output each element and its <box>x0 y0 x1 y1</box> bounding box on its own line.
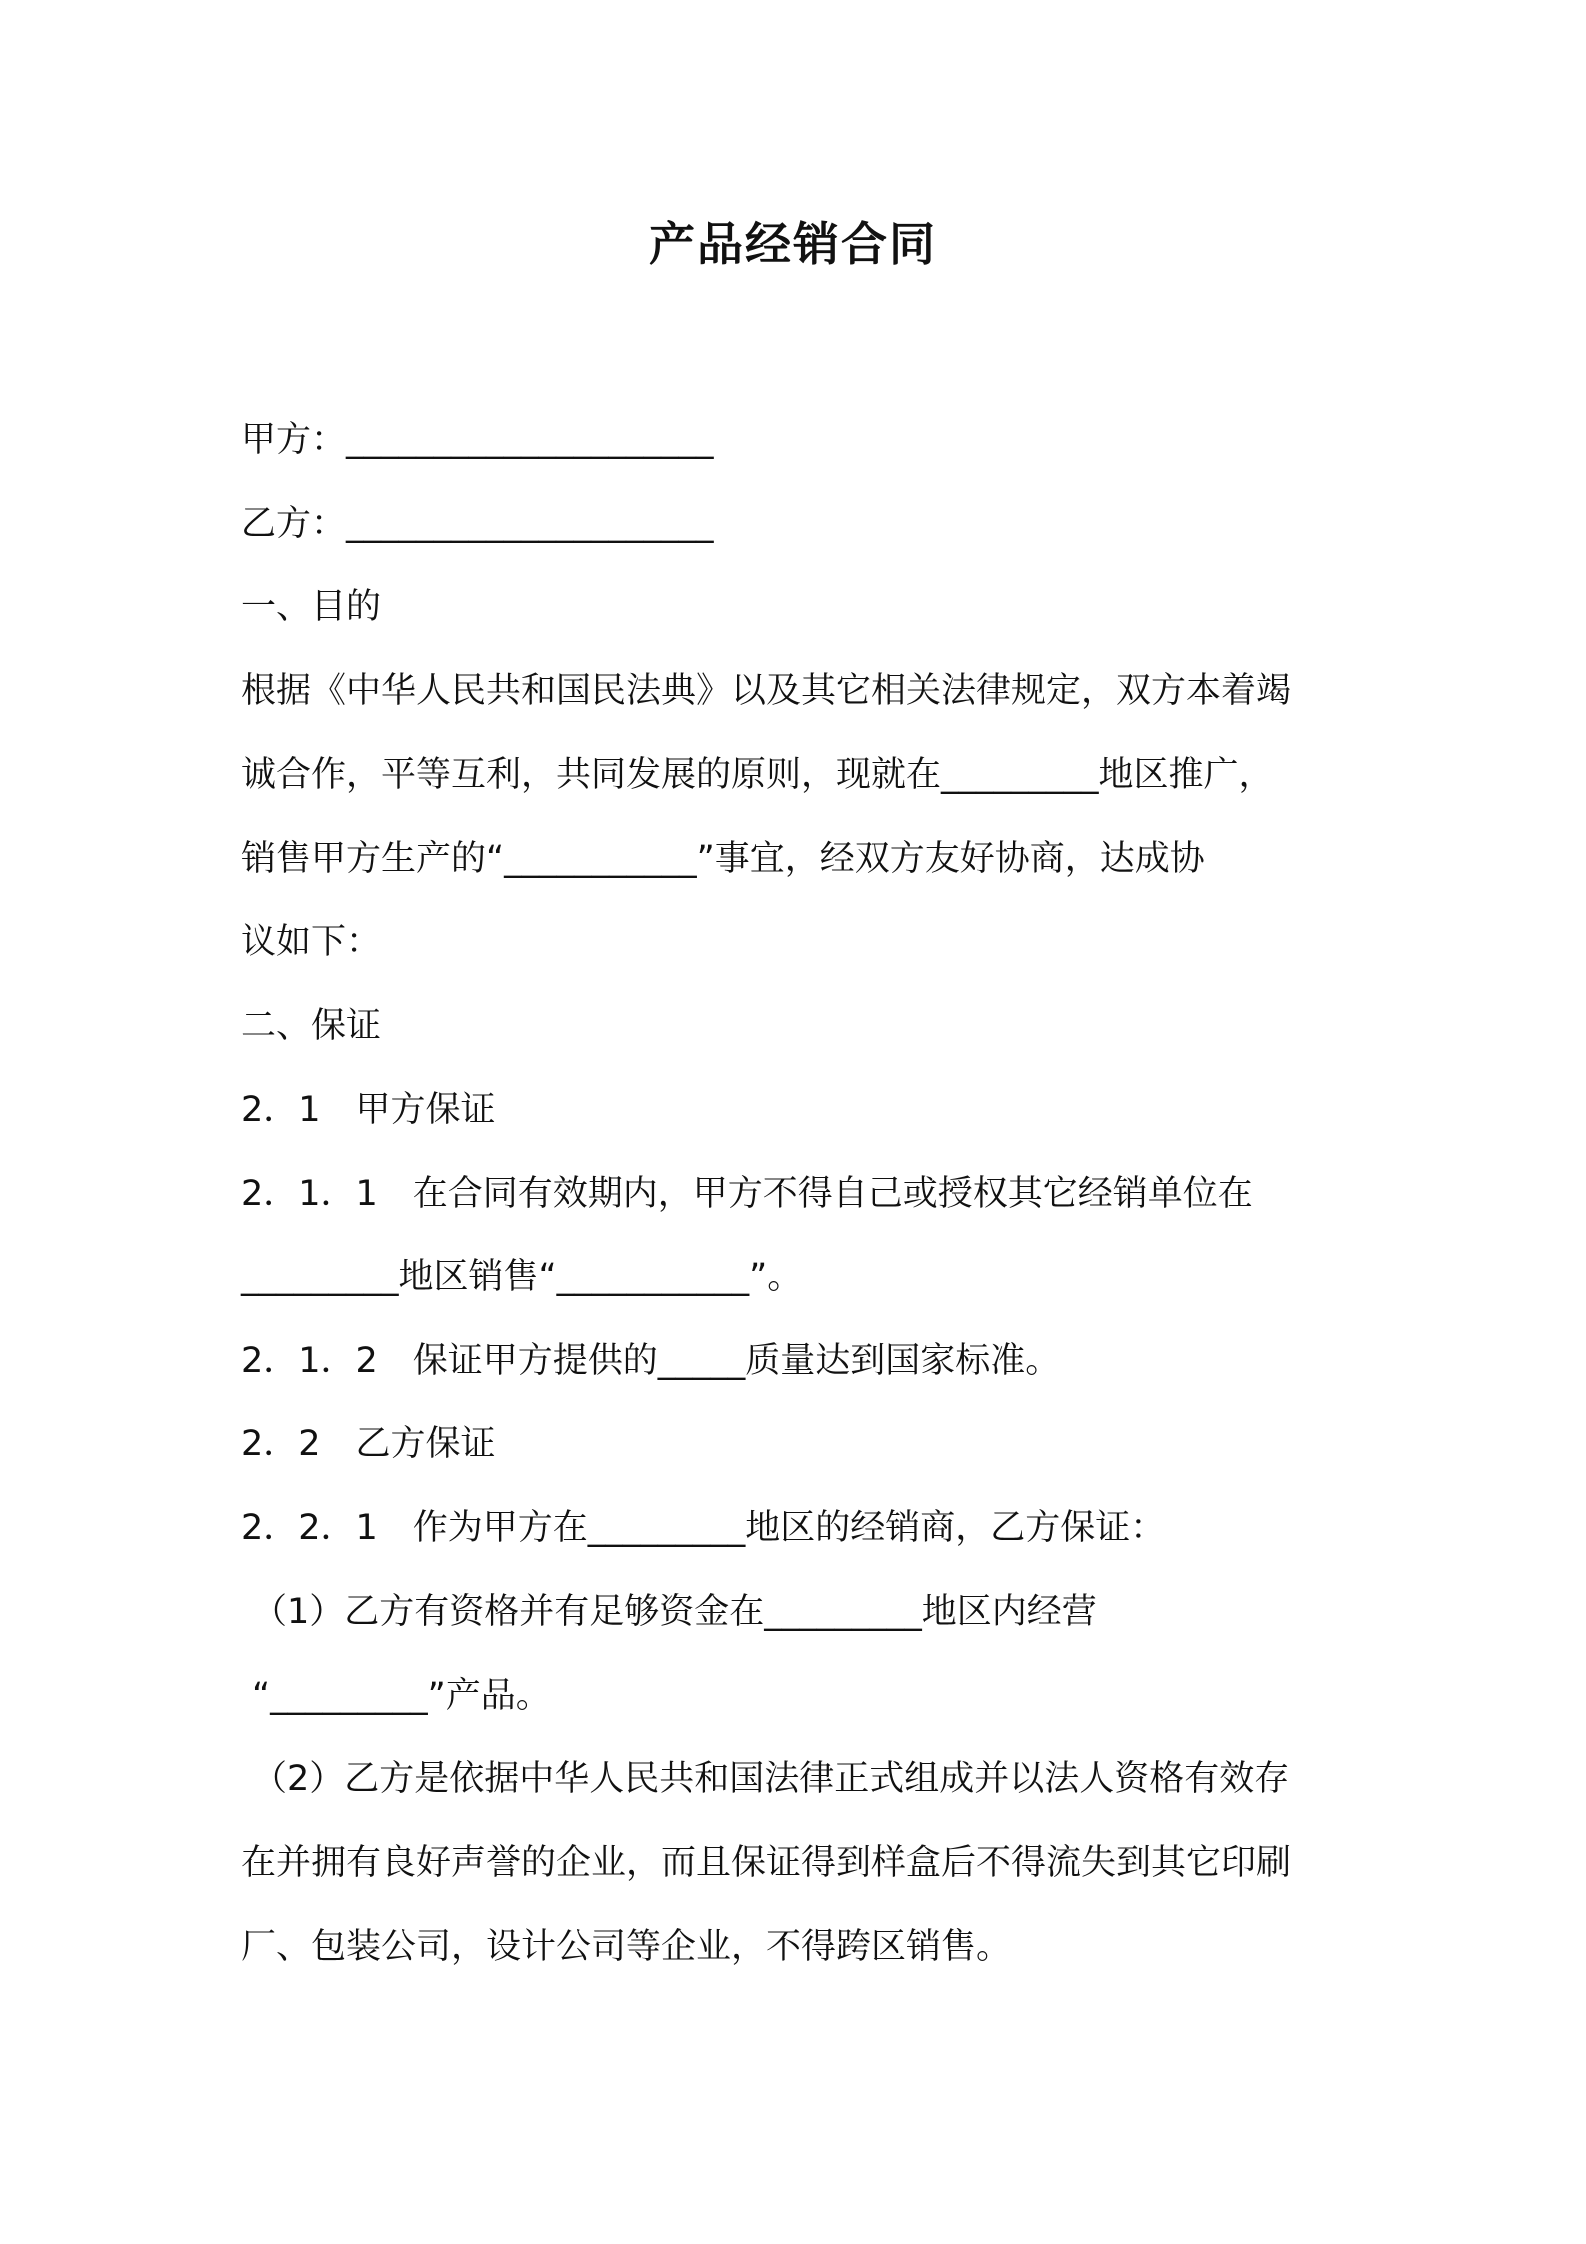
paragraph-line: 在并拥有良好声誉的企业，而且保证得到样盒后不得流失到其它印刷 <box>241 1843 1292 1883</box>
paragraph-line: 议如下： <box>241 922 382 962</box>
list-item-line: “_________”产品。 <box>252 1676 551 1716</box>
clause-line: 2．1．2 保证甲方提供的_____质量达到国家标准。 <box>241 1341 1061 1381</box>
list-item-line: （1）乙方有资格并有足够资金在_________地区内经营 <box>252 1592 1097 1632</box>
section-heading-purpose: 一、目的 <box>241 587 382 627</box>
paragraph-line: 销售甲方生产的“___________”事宜，经双方友好协商，达成协 <box>241 839 1205 879</box>
clause-line: 2．2．1 作为甲方在_________地区的经销商，乙方保证： <box>241 1508 1166 1548</box>
party-a-line: 甲方：_____________________ <box>241 420 714 460</box>
list-item-line: （2）乙方是依据中华人民共和国法律正式组成并以法人资格有效存 <box>252 1759 1290 1799</box>
clause-heading: 2．2 乙方保证 <box>241 1424 496 1464</box>
clause-line: 2．1．1 在合同有效期内，甲方不得自己或授权其它经销单位在 <box>241 1174 1253 1214</box>
paragraph-line: 厂、包装公司，设计公司等企业，不得跨区销售。 <box>241 1927 1012 1967</box>
party-b-line: 乙方：_____________________ <box>241 504 714 544</box>
paragraph-line: 根据《中华人民共和国民法典》以及其它相关法律规定，双方本着竭 <box>241 671 1292 711</box>
section-heading-guarantee: 二、保证 <box>241 1006 382 1046</box>
clause-heading: 2．1 甲方保证 <box>241 1090 496 1130</box>
document-title: 产品经销合同 <box>649 217 937 271</box>
paragraph-line: 诚合作，平等互利，共同发展的原则，现就在_________地区推广， <box>241 755 1274 795</box>
clause-line: _________地区销售“___________”。 <box>241 1257 803 1297</box>
